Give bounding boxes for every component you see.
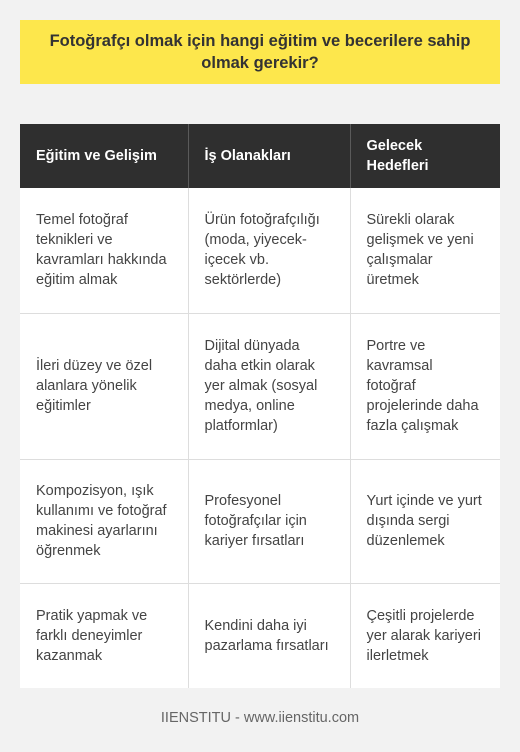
title-banner	[20, 20, 500, 84]
table-cell: Kendini daha iyi pazarlama fırsatları	[188, 583, 350, 688]
footer-credit: IIENSTITU - www.iienstitu.com	[160, 710, 360, 726]
info-table	[20, 124, 500, 688]
page-title: Fotoğrafçı olmak için hangi eğitim ve becerilere sahip olmak gerekir?	[49, 32, 471, 72]
table-cell: Yurt içinde ve yurt dışında sergi düzenlemek	[350, 459, 500, 583]
table-cell: Pratik yapmak ve farklı deneyimler kazanmak	[20, 583, 188, 688]
table-cell: Ürün fotoğrafçılığı (moda, yiyecek-içecek vb. sektörlerde)	[188, 188, 350, 313]
table-row	[20, 459, 500, 583]
table-cell: Kompozisyon, ışık kullanımı ve fotoğraf makinesi ayarlarını öğrenmek	[20, 459, 188, 583]
column-header-goals: Gelecek Hedefleri	[350, 124, 500, 188]
table-cell: Profesyonel fotoğrafçılar için kariyer fırsatları	[188, 459, 350, 583]
table-cell: İleri düzey ve özel alanlara yönelik eğitimler	[20, 313, 188, 459]
table-row	[20, 583, 500, 688]
column-header-education: Eğitim ve Gelişim	[20, 124, 188, 188]
table-cell: Çeşitli projelerde yer alarak kariyeri ilerletmek	[366, 607, 481, 664]
table-cell: Temel fotoğraf teknikleri ve kavramları hakkında eğitim almak	[20, 188, 188, 313]
table-cell: Portre ve kavramsal fotoğraf projelerinde daha fazla çalışmak	[350, 313, 500, 459]
table-row	[20, 313, 500, 459]
table-cell: Sürekli olarak gelişmek ve yeni çalışmalar üretmek	[350, 188, 500, 313]
table-row	[20, 188, 500, 313]
column-header-jobs: İş Olanakları	[188, 124, 350, 188]
table-cell: Dijital dünyada daha etkin olarak yer almak (sosyal medya, online platformlar)	[188, 313, 350, 459]
table-header-row	[20, 124, 500, 188]
